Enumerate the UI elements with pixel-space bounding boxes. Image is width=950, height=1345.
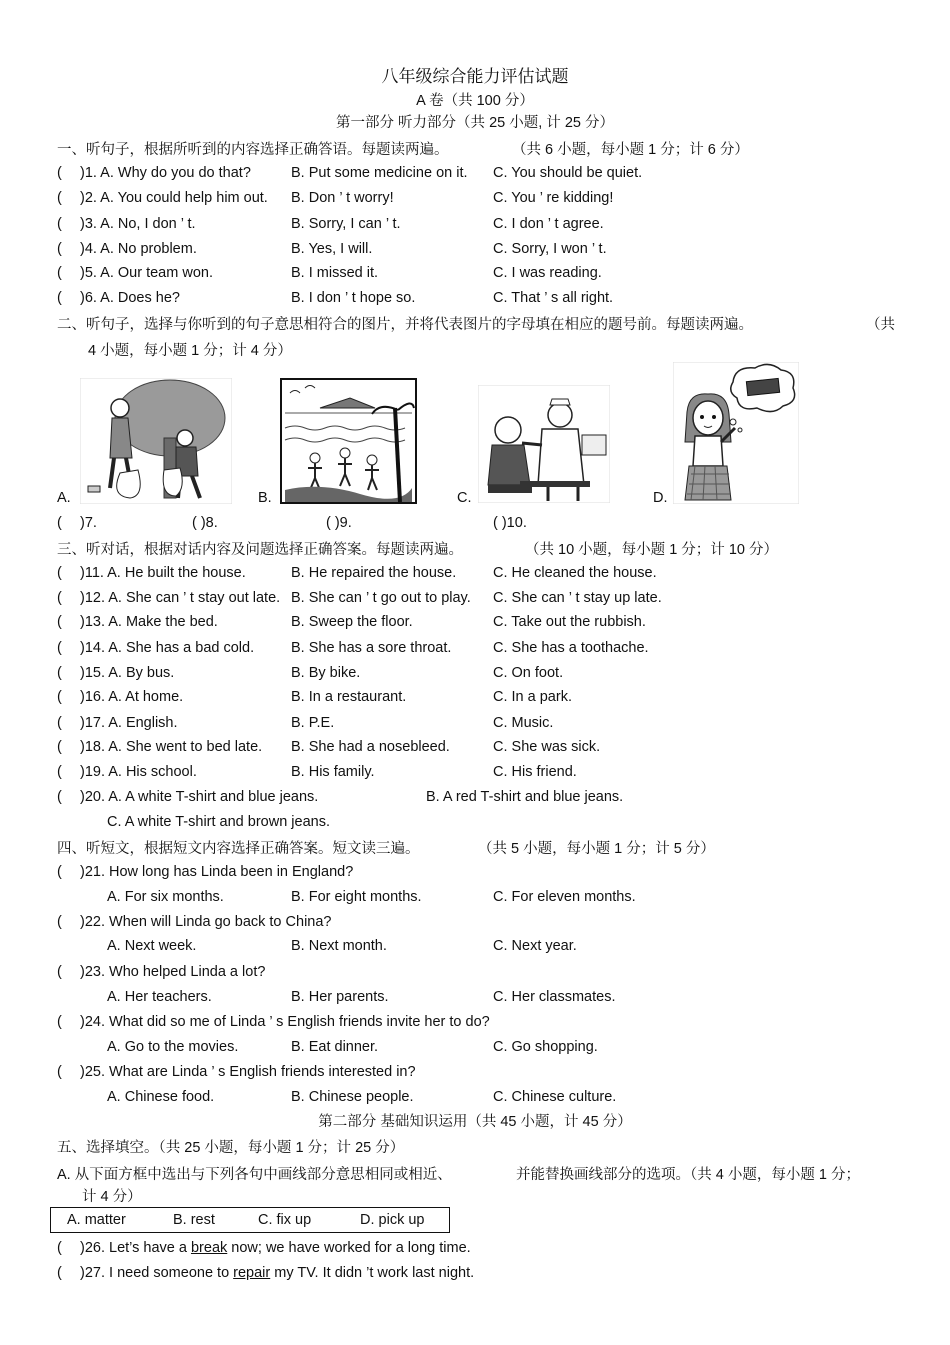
- option-b: B. Sweep the floor.: [291, 614, 413, 630]
- option-b: B. For eight months.: [291, 889, 422, 905]
- option-c: C. She can ’ t stay up late.: [493, 590, 662, 606]
- question-text: )21. How long has Linda been in England?: [80, 864, 354, 880]
- question-option-a: )16. A. At home.: [80, 689, 184, 705]
- option-b: B. She has a sore throat.: [291, 640, 452, 656]
- answer-paren: (: [57, 640, 62, 656]
- option-c: C. For eleven months.: [493, 889, 636, 905]
- section4-instruction: 四、听短文，根据短文内容选择正确答案。短文读三遍。: [57, 841, 420, 857]
- word-choice-b: B. rest: [173, 1212, 215, 1228]
- answer-paren: (: [57, 665, 62, 681]
- question-option-a: )2. A. You could help him out.: [80, 190, 268, 206]
- word-choice-d: D. pick up: [360, 1212, 425, 1228]
- section5a-instruction: A. 从下面方框中选出与下列各句中画线部分意思相同或相近、: [57, 1167, 452, 1183]
- underlined-word: break: [190, 1240, 228, 1256]
- picture-blank-8: ( )8.: [192, 515, 218, 531]
- picture-c-doctor-visit: [478, 385, 610, 503]
- question-text: )22. When will Linda go back to China?: [80, 914, 332, 930]
- answer-paren: (: [57, 1014, 62, 1030]
- section5a-score: 计 4 分）: [82, 1189, 142, 1205]
- question-option-a: )3. A. No, I don ’ t.: [80, 216, 196, 232]
- section5-instruction: 五、选择填空。（共 25 小题，每小题 1 分；计 25 分）: [57, 1140, 405, 1156]
- option-c: C. He cleaned the house.: [493, 565, 657, 581]
- picture-label-d: D.: [653, 490, 668, 506]
- option-a: A. Chinese food.: [107, 1089, 215, 1105]
- answer-paren: (: [57, 715, 62, 731]
- option-a: A. Her teachers.: [107, 989, 212, 1005]
- option-b: B. Sorry, I can ’ t.: [291, 216, 401, 232]
- picture-b-beach-swimming: [280, 378, 417, 504]
- picture-a-kids-cleaning-park: [80, 378, 232, 504]
- option-c: C. I was reading.: [493, 265, 602, 281]
- question-text-post: my TV. It didn ’t work last night.: [270, 1265, 475, 1281]
- answer-paren: (: [57, 1240, 62, 1256]
- part2-heading: 第二部分 基础知识运用（共 45 小题，计 45 分）: [318, 1114, 632, 1130]
- picture-blank-7: )7.: [80, 515, 97, 531]
- picture-d-girl-with-book: [673, 362, 799, 504]
- question-option-a: )6. A. Does he?: [80, 290, 180, 306]
- option-b: B. Yes, I will.: [291, 241, 373, 257]
- word-choice-a: A. matter: [67, 1212, 126, 1228]
- question-text: )24. What did so me of Linda ’ s English friends invite her to do?: [80, 1014, 490, 1030]
- answer-paren: (: [57, 914, 62, 930]
- option-b: B. By bike.: [291, 665, 361, 681]
- answer-paren: (: [57, 1265, 62, 1281]
- option-b: B. Her parents.: [291, 989, 389, 1005]
- question-option-a: )20. A. A white T-shirt and blue jeans.: [80, 789, 319, 805]
- option-c: C. You ’ re kidding!: [493, 190, 614, 206]
- section4-score: （共 5 小题，每小题 1 分；计 5 分）: [478, 841, 715, 857]
- question-option-a: )19. A. His school.: [80, 764, 197, 780]
- option-b: B. She had a nosebleed.: [291, 739, 450, 755]
- option-a: A. Next week.: [107, 938, 197, 954]
- question-text: [80, 1240, 471, 1256]
- answer-paren: (: [57, 590, 62, 606]
- option-c: C. Her classmates.: [493, 989, 616, 1005]
- option-b: B. Eat dinner.: [291, 1039, 379, 1055]
- question-option-a: )11. A. He built the house.: [80, 565, 246, 581]
- answer-paren: (: [57, 864, 62, 880]
- option-c: C. In a park.: [493, 689, 572, 705]
- option-b: B. She can ’ t go out to play.: [291, 590, 471, 606]
- option-c: C. I don ’ t agree.: [493, 216, 604, 232]
- option-c: C. Take out the rubbish.: [493, 614, 646, 630]
- answer-paren: (: [57, 165, 62, 181]
- question-option-a: )18. A. She went to bed late.: [80, 739, 263, 755]
- option-b: B. Next month.: [291, 938, 387, 954]
- option-b: B. I missed it.: [291, 265, 379, 281]
- option-a: A. For six months.: [107, 889, 224, 905]
- part1-heading: 第一部分 听力部分（共 25 小题, 计 25 分）: [336, 115, 614, 131]
- answer-paren: (: [57, 689, 62, 705]
- question-text: [80, 1265, 474, 1281]
- option-c: C. Chinese culture.: [493, 1089, 617, 1105]
- answer-paren: (: [57, 739, 62, 755]
- answer-paren: (: [57, 241, 62, 257]
- option-b: B. Don ’ t worry!: [291, 190, 394, 206]
- picture-label-c: C.: [457, 490, 472, 506]
- answer-paren: (: [57, 515, 62, 531]
- answer-paren: (: [57, 789, 62, 805]
- section1-score: （共 6 小题，每小题 1 分；计 6 分）: [512, 142, 749, 158]
- question-option-a: )12. A. She can ’ t stay out late.: [80, 590, 281, 606]
- answer-paren: (: [57, 265, 62, 281]
- option-c: C. Music.: [493, 715, 554, 731]
- word-choice-box: [50, 1207, 450, 1233]
- section2-instruction: 二、听句子，选择与你听到的句子意思相符合的图片，并将代表图片的字母填在相应的题号前。每题读两遍。: [57, 317, 753, 333]
- section2-score-start: （共: [866, 317, 895, 333]
- underlined-word: repair: [233, 1265, 271, 1281]
- option-b: B. He repaired the house.: [291, 565, 457, 581]
- section2-score: 4 小题，每小题 1 分；计 4 分）: [88, 343, 292, 359]
- picture-label-a: A.: [57, 490, 71, 506]
- option-b: B. A red T-shirt and blue jeans.: [426, 789, 624, 805]
- answer-paren: (: [57, 190, 62, 206]
- section3-instruction: 三、听对话，根据对话内容及问题选择正确答案。每题读两遍。: [57, 542, 463, 558]
- answer-paren: (: [57, 964, 62, 980]
- option-c: C. That ’ s all right.: [493, 290, 614, 306]
- option-b: B. Put some medicine on it.: [291, 165, 468, 181]
- question-option-a: )14. A. She has a bad cold.: [80, 640, 255, 656]
- question-option-a: )15. A. By bus.: [80, 665, 175, 681]
- question-text: )23. Who helped Linda a lot?: [80, 964, 266, 980]
- section3-score: （共 10 小题，每小题 1 分；计 10 分）: [525, 542, 778, 558]
- option-c: C. She has a toothache.: [493, 640, 649, 656]
- option-c: C. His friend.: [493, 764, 577, 780]
- answer-paren: (: [57, 764, 62, 780]
- question-option-a: )1. A. Why do you do that?: [80, 165, 251, 181]
- answer-paren: (: [57, 290, 62, 306]
- word-choice-c: C. fix up: [258, 1212, 312, 1228]
- question-text-post: now; we have worked for a long time.: [227, 1240, 471, 1256]
- question-option-a: )17. A. English.: [80, 715, 178, 731]
- option-c: C. Next year.: [493, 938, 577, 954]
- option-c: C. You should be quiet.: [493, 165, 643, 181]
- paper-a-heading: A 卷（共 100 分）: [416, 93, 534, 109]
- option-c: C. Go shopping.: [493, 1039, 598, 1055]
- question-option-a: )13. A. Make the bed.: [80, 614, 218, 630]
- picture-blank-9: ( )9.: [326, 515, 352, 531]
- option-c: C. A white T-shirt and brown jeans.: [107, 814, 330, 830]
- option-c: C. On foot.: [493, 665, 564, 681]
- picture-label-b: B.: [258, 490, 272, 506]
- answer-paren: (: [57, 614, 62, 630]
- section1-instruction: 一、听句子，根据所听到的内容选择正确答语。每题读两遍。: [57, 142, 449, 158]
- option-b: B. In a restaurant.: [291, 689, 407, 705]
- answer-paren: (: [57, 1064, 62, 1080]
- option-b: B. P.E.: [291, 715, 335, 731]
- question-text-pre: )26. Let’s have a: [80, 1240, 191, 1256]
- option-b: B. I don ’ t hope so.: [291, 290, 416, 306]
- option-a: A. Go to the movies.: [107, 1039, 239, 1055]
- question-option-a: )5. A. Our team won.: [80, 265, 213, 281]
- option-b: B. His family.: [291, 764, 375, 780]
- option-c: C. She was sick.: [493, 739, 601, 755]
- question-text-pre: )27. I need someone to: [80, 1265, 234, 1281]
- picture-blank-10: ( )10.: [493, 515, 527, 531]
- section5a-instruction-cont: 并能替换画线部分的选项。（共 4 小题，每小题 1 分；: [516, 1167, 860, 1183]
- option-c: C. Sorry, I won ’ t.: [493, 241, 607, 257]
- answer-paren: (: [57, 565, 62, 581]
- answer-paren: (: [57, 216, 62, 232]
- option-b: B. Chinese people.: [291, 1089, 414, 1105]
- exam-title: 八年级综合能力评估试题: [381, 67, 569, 86]
- question-text: )25. What are Linda ’ s English friends interested in?: [80, 1064, 416, 1080]
- question-option-a: )4. A. No problem.: [80, 241, 197, 257]
